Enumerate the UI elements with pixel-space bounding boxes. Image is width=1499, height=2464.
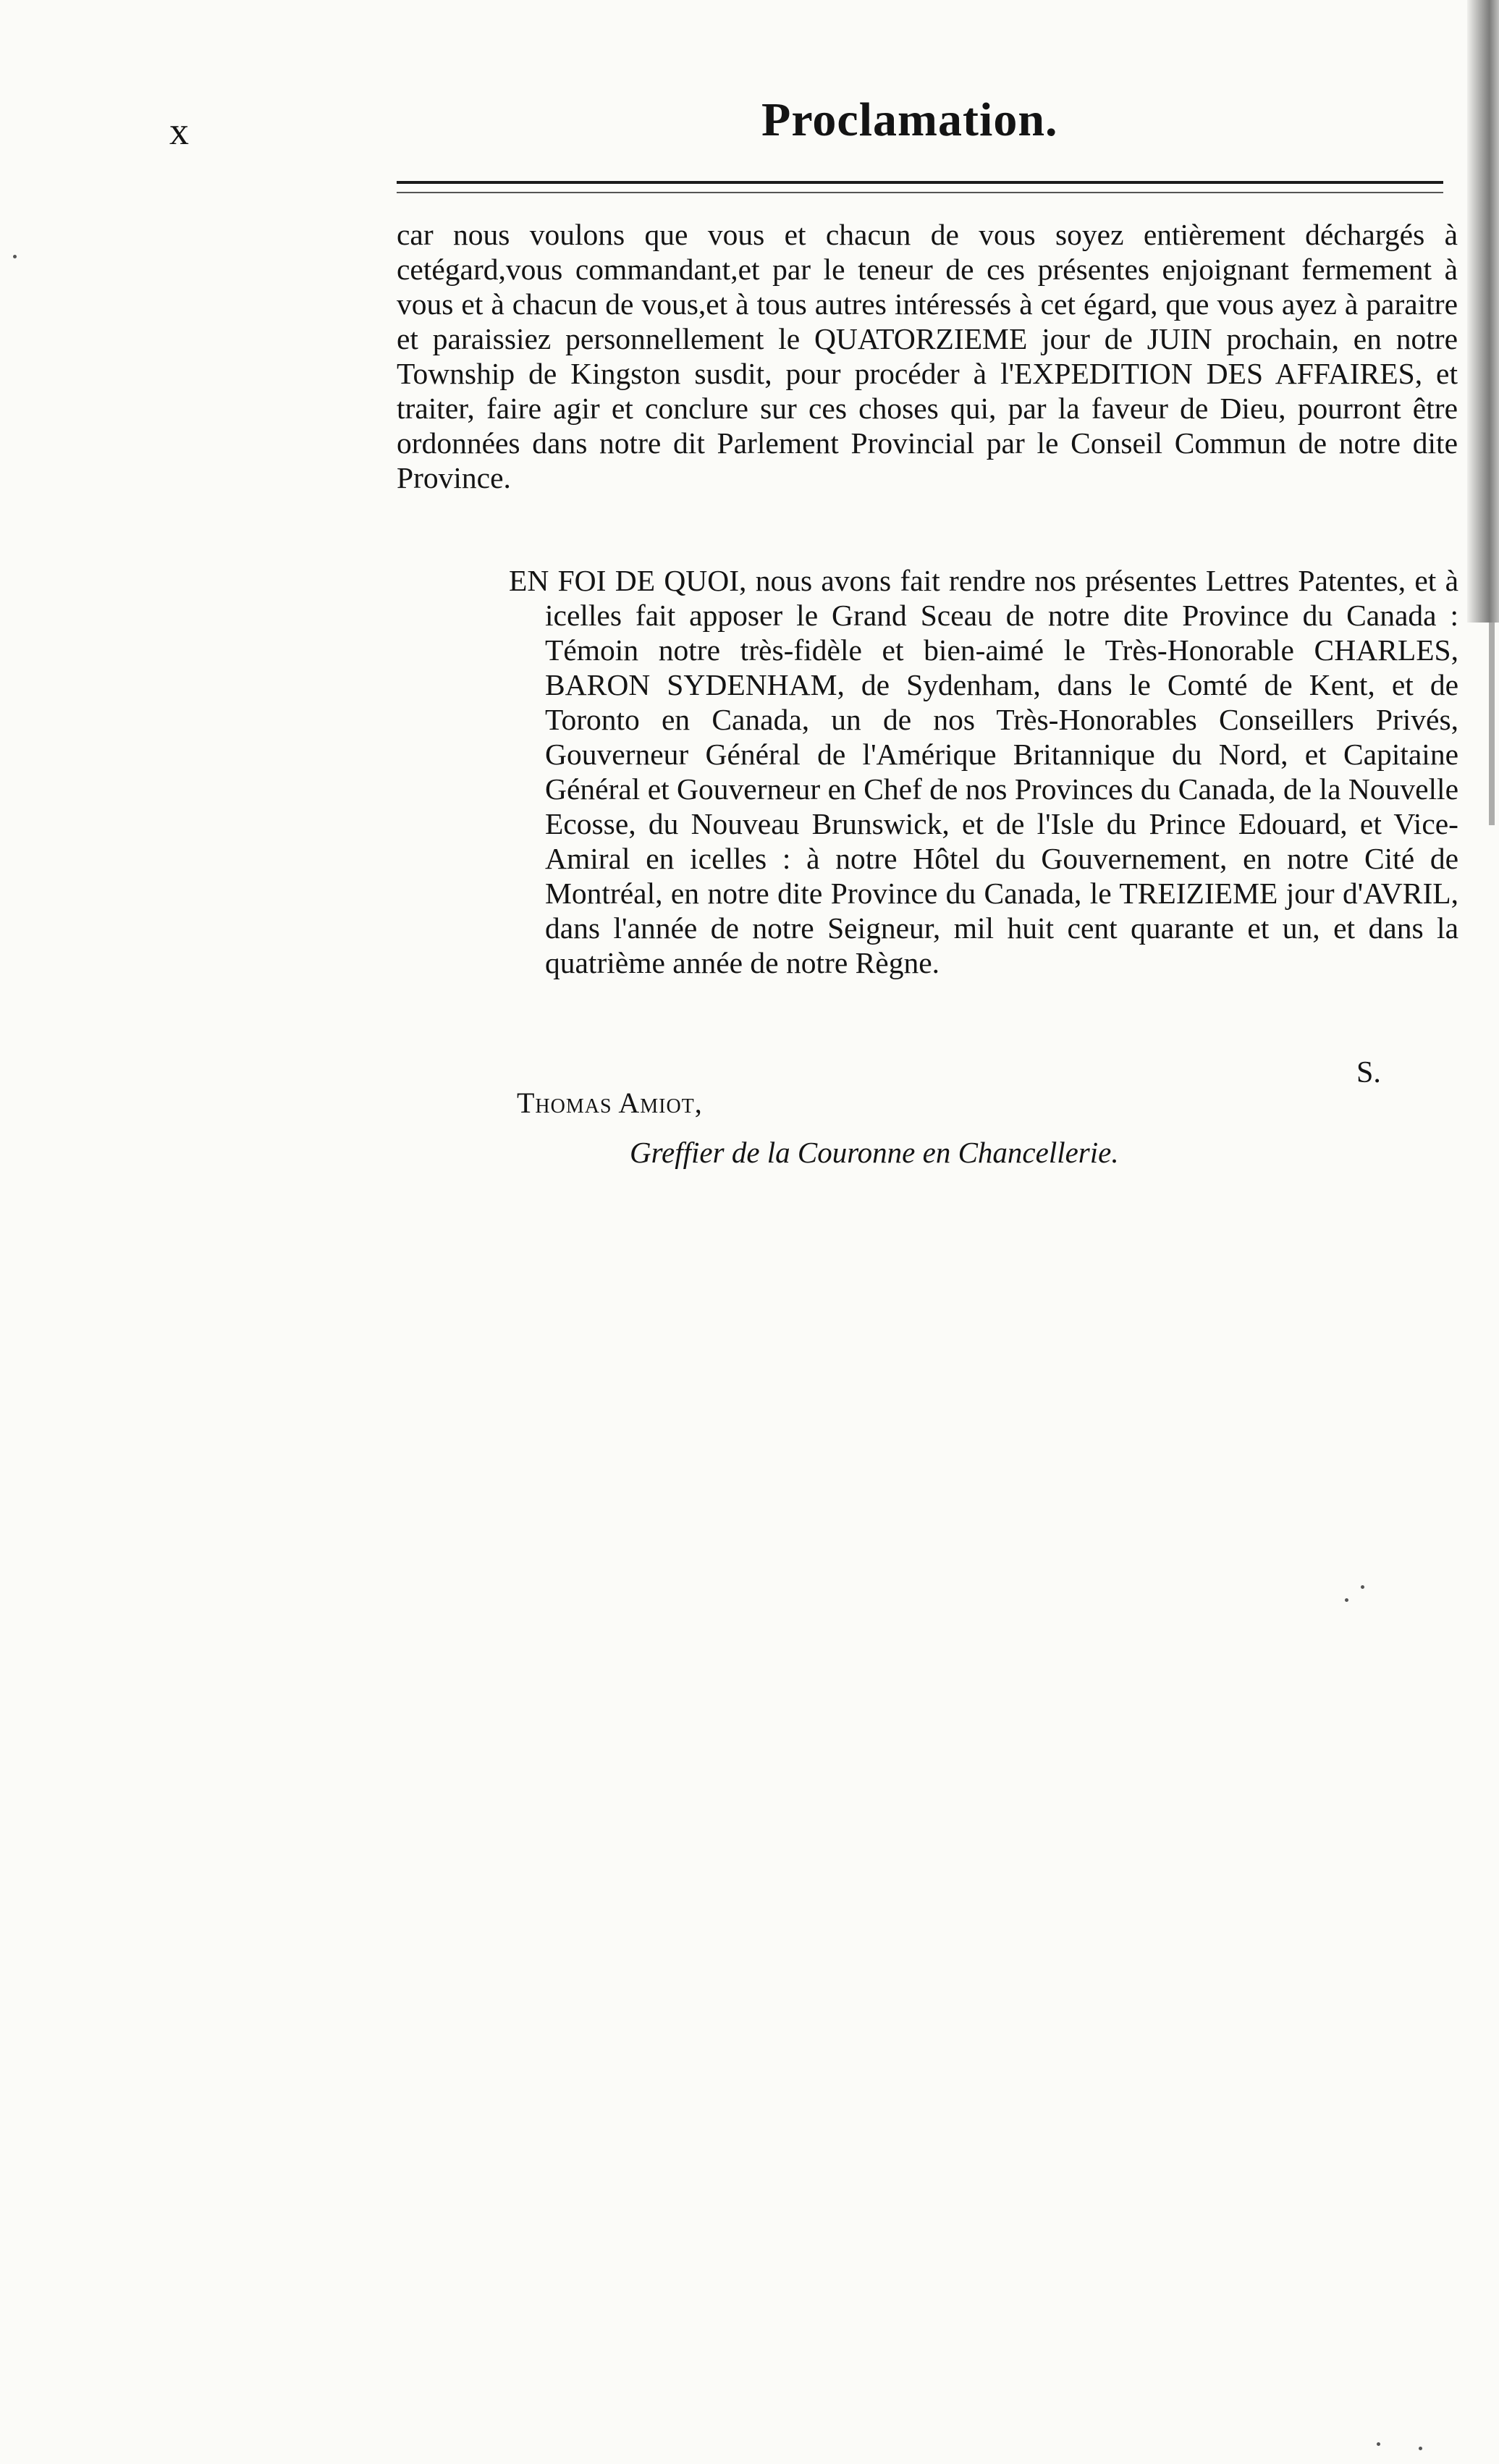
witness-clause: EN FOI DE QUOI, nous avons fait rendre nos présentes Lettres Patentes, et à icelles fait apposer le Grand Sceau de notre dite Province du Canada : Témoin notre très-fidèle et bien-aimé le Très-Honorable CHARLES, BARON SYDENHAM, de Sydenham, dans le Comté de Kent, et de Toronto en Canada, un de nos Très-Honorables Conseillers Privés, Gouverneur Général de l'Amérique Britannique du Nord, et Capitaine Général et Gouverneur en Chef de nos Provinces du Canada, de la Nouvelle Ecosse, du Nouveau Brunswick, et de l'Isle du Prince Edouard, et Vice-Amiral en icelles : à notre Hôtel du Gouvernement, en notre Cité de Montréal, en notre dite Province du Canada, le TREIZIEME jour d'AVRIL, dans l'année de notre Seigneur, mil huit cent quarante et un, et dans la quatrième année de notre Règne. (509, 564, 1458, 979)
paper-speck (1361, 1585, 1364, 1589)
running-title: Proclamation. (761, 93, 1058, 146)
header-rule (397, 181, 1443, 184)
binding-edge-shadow (1467, 0, 1499, 623)
page-number: x (169, 109, 190, 153)
signatory-name: Thomas Amiot, (517, 1087, 703, 1119)
binding-edge-shadow-lower (1489, 623, 1495, 825)
signature-initial: S. (1356, 1056, 1381, 1089)
paper-speck (1345, 1598, 1348, 1602)
header-rule-thin (397, 192, 1443, 193)
paper-speck (1377, 2442, 1380, 2446)
body-paragraph: car nous voulons que vous et chacun de vous soyez entièrement déchargés à cetégard,vous commandant,et par le teneur de ces présentes enjoignant fermement à vous et à chacun de vous,et à tous autres intéressés à cet égard, que vous ayez à paraitre et paraissiez personnellement le QUATORZIEME jour de JUIN prochain, en notre Township de Kingston susdit, pour procéder à l'EXPEDITION DES AFFAIRES, et traiter, faire agir et conclure sur ces choses qui, par la faveur de Dieu, pourront être ordonnées dans notre dit Parlement Provincial par le Conseil Commun de notre dite Province. (397, 218, 1458, 494)
paper-speck (13, 255, 17, 258)
signatory-title: Greffier de la Couronne en Chancellerie. (630, 1136, 1119, 1169)
paper-speck (1419, 2447, 1422, 2450)
